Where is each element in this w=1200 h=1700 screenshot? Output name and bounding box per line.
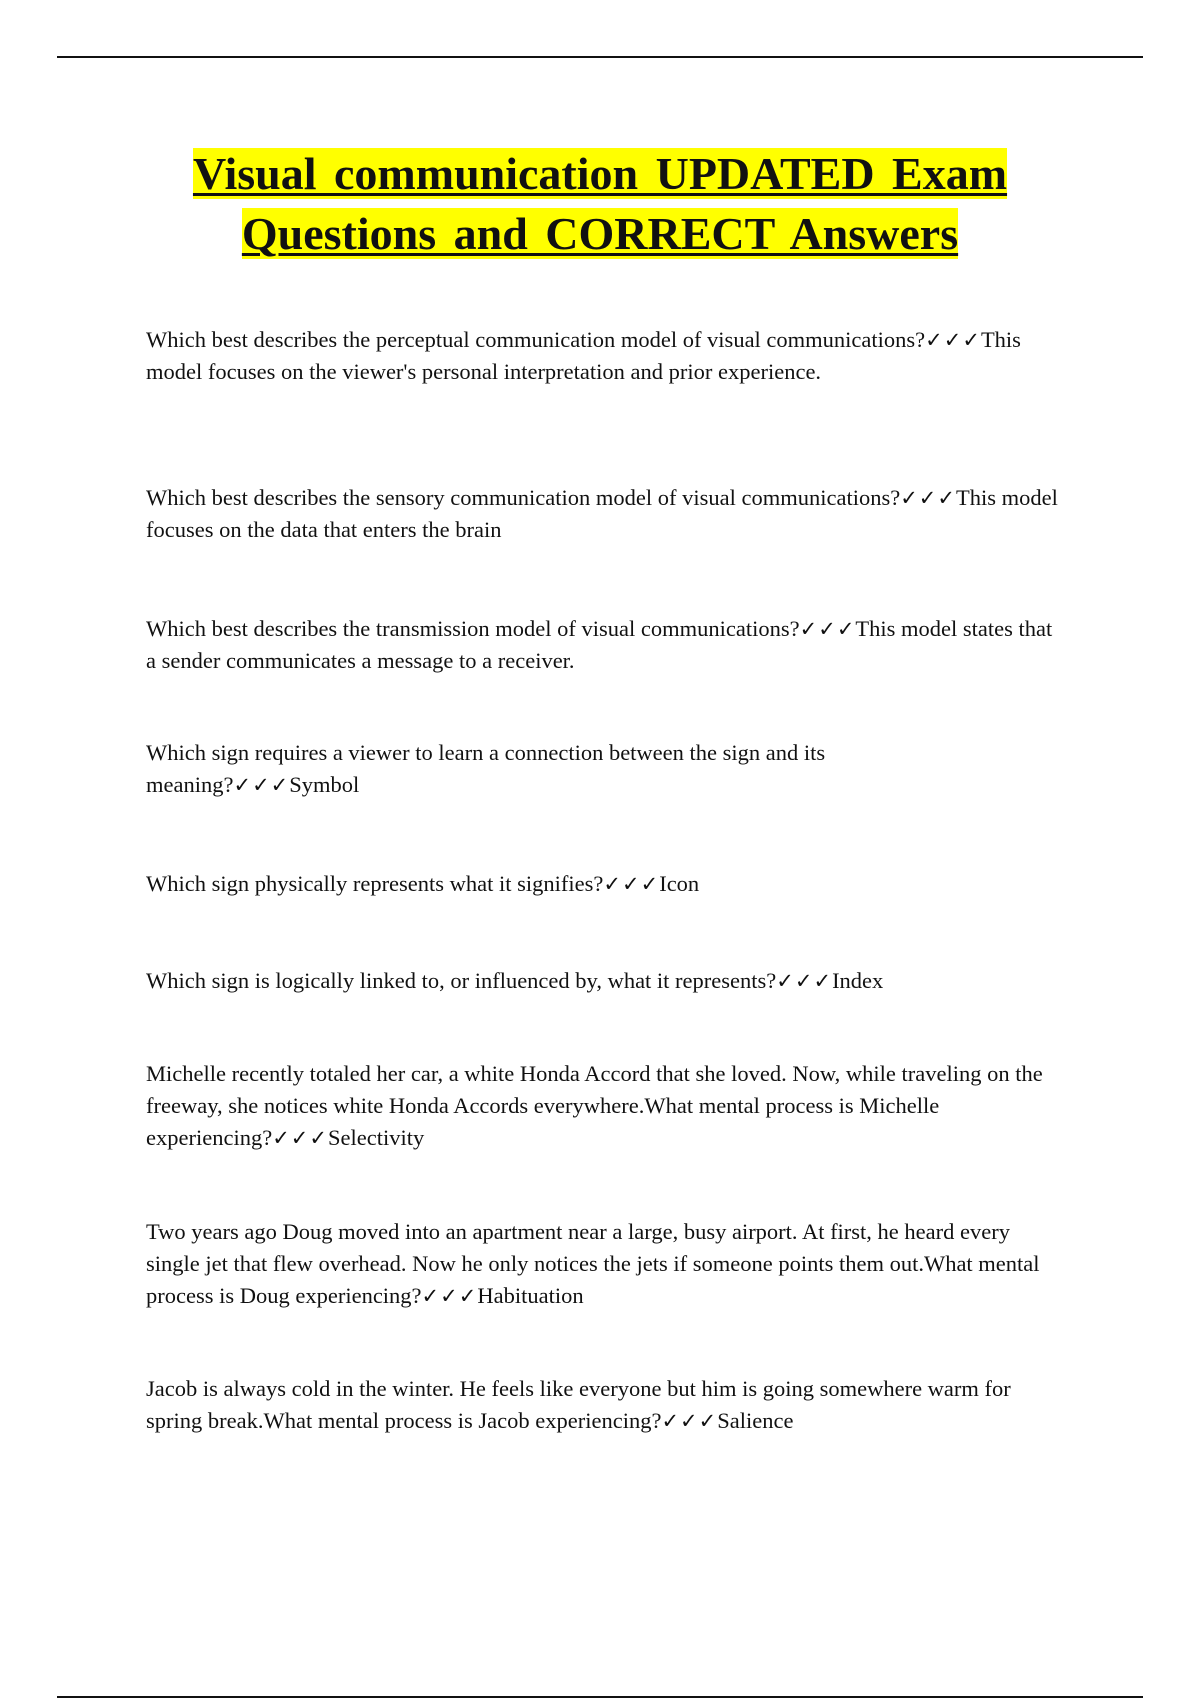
document-title-text: Visual communication UPDATED Exam Questions and CORRECT Answers — [192, 148, 1008, 259]
question-text: Jacob is always cold in the winter. He feels like everyone but him is going somewhere warm for spring break.What mental process is Jacob experiencing? — [146, 1376, 1011, 1433]
top-rule — [57, 56, 1143, 58]
qa-item-3 — [146, 613, 1066, 677]
checkmarks-icon: ✓✓✓ — [776, 969, 833, 993]
qa-item-2 — [146, 482, 1066, 546]
question-text: Which best describes the sensory communication model of visual communications? — [146, 485, 901, 510]
checkmarks-icon: ✓✓✓ — [233, 773, 290, 797]
question-text: Which sign requires a viewer to learn a connection between the sign and its meaning? — [146, 740, 826, 797]
answer-text: Symbol — [289, 772, 360, 797]
checkmarks-icon: ✓✓✓ — [661, 1409, 718, 1433]
checkmarks-icon: ✓✓✓ — [603, 872, 660, 896]
qa-item-7 — [146, 1058, 1066, 1154]
answer-text: This model focuses on the data that enters the brain — [146, 485, 1058, 542]
answer-text: Icon — [659, 871, 700, 896]
qa-item-5 — [146, 868, 1066, 900]
qa-item-4 — [146, 737, 906, 801]
bottom-rule — [57, 1696, 1143, 1698]
answer-text: Index — [832, 968, 884, 993]
answer-text: Selectivity — [327, 1125, 425, 1150]
document-title — [120, 144, 1080, 264]
checkmarks-icon: ✓✓✓ — [272, 1126, 328, 1150]
question-text: Which best describes the perceptual communication model of visual communications? — [146, 327, 926, 352]
answer-text: Habituation — [477, 1283, 584, 1308]
checkmarks-icon: ✓✓✓ — [421, 1284, 478, 1308]
answer-text: Salience — [717, 1408, 794, 1433]
question-text: Two years ago Doug moved into an apartment near a large, busy airport. At first, he heard every single jet that flew overhead. Now he only notices the jets if someone points them out.What mental process is Doug experiencing? — [146, 1219, 1040, 1308]
qa-item-6 — [146, 965, 1066, 997]
checkmarks-icon: ✓✓✓ — [900, 486, 956, 510]
question-text: Which best describes the transmission model of visual communications? — [146, 616, 800, 641]
answer-text: This model states that a sender communicates a message to a receiver. — [146, 616, 1053, 673]
question-text: Which sign is logically linked to, or influenced by, what it represents? — [146, 968, 777, 993]
answer-text: This model focuses on the viewer's personal interpretation and prior experience. — [146, 327, 1021, 384]
qa-item-8 — [146, 1216, 1066, 1312]
qa-item-9 — [146, 1373, 1066, 1437]
qa-item-1 — [146, 324, 1066, 388]
question-text: Michelle recently totaled her car, a white Honda Accord that she loved. Now, while traveling on the freeway, she notices white Honda Accords everywhere.What mental process is Michelle experiencing? — [146, 1061, 1043, 1150]
checkmarks-icon: ✓✓✓ — [925, 328, 981, 352]
checkmarks-icon: ✓✓✓ — [799, 617, 856, 641]
question-text: Which sign physically represents what it signifies? — [146, 871, 604, 896]
